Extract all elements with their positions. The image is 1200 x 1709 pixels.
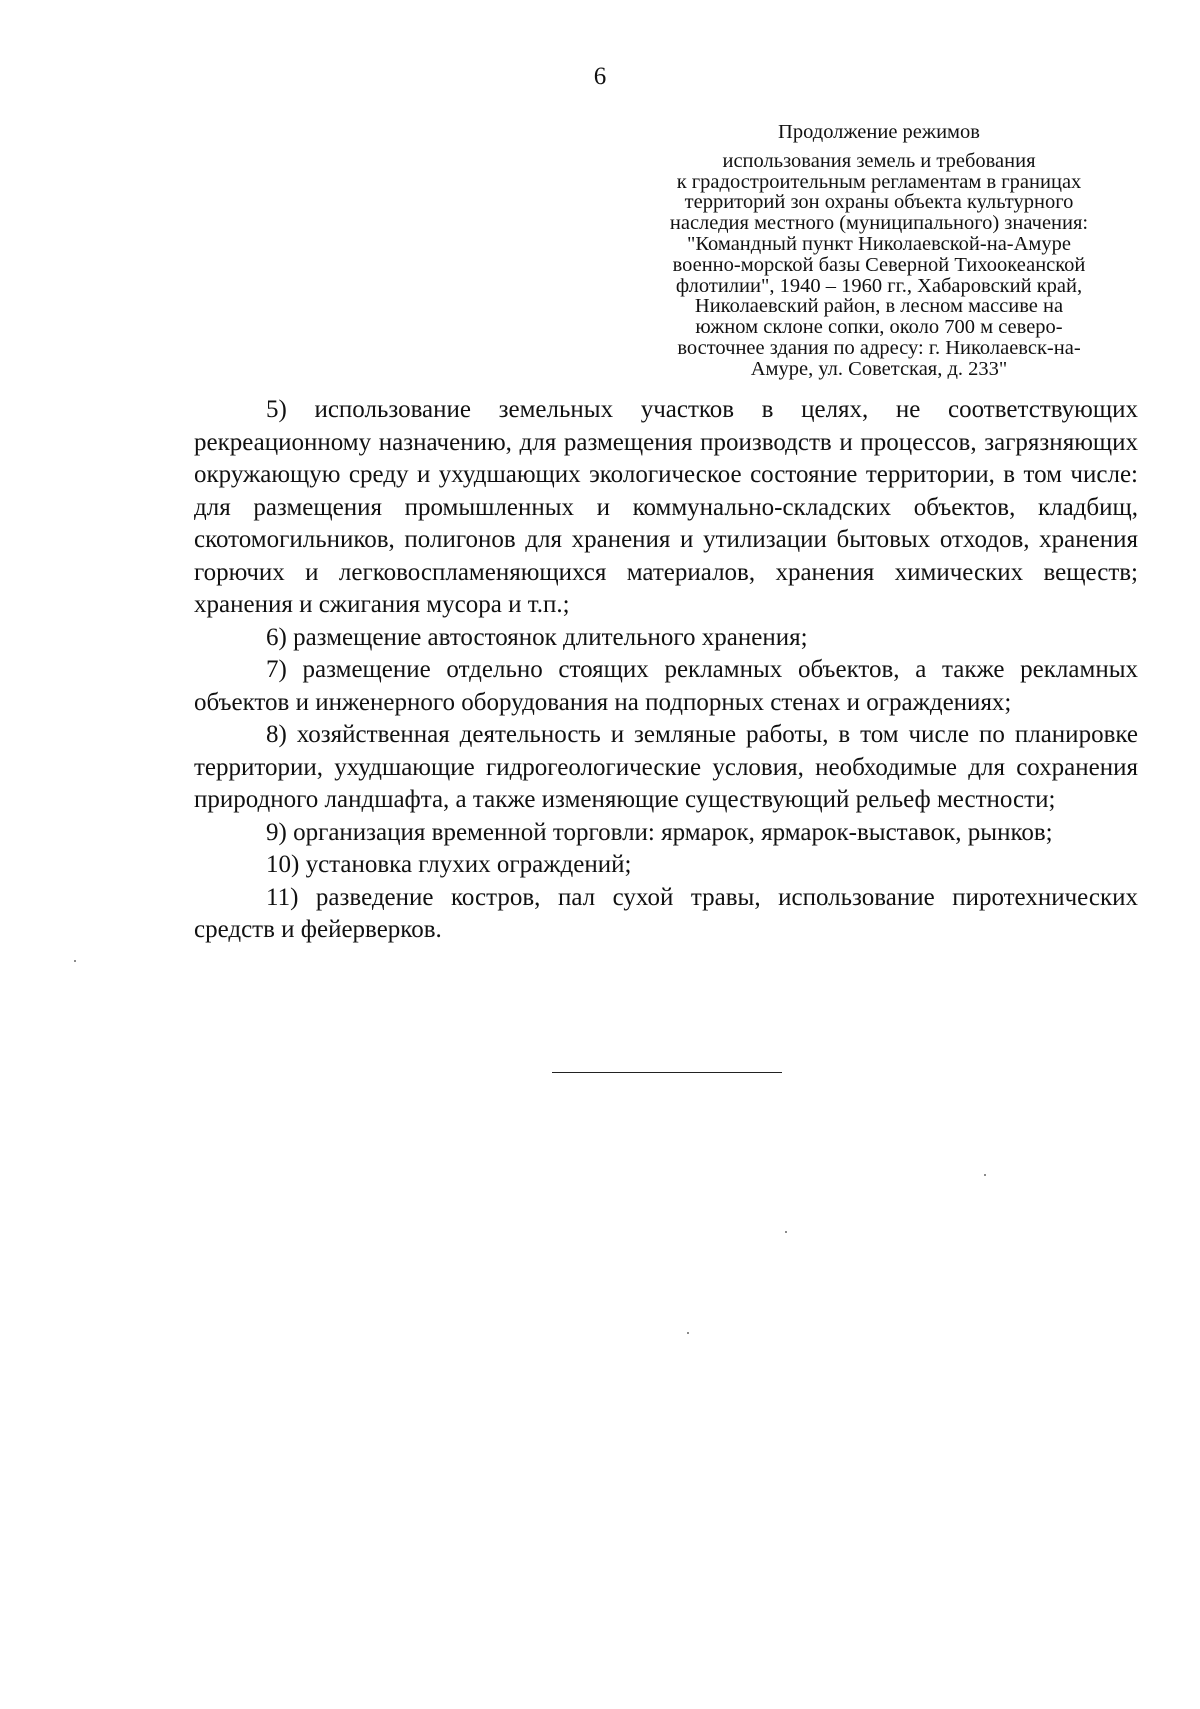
header-line: Продолжение режимов	[778, 121, 980, 143]
header-line: наследия местного (муниципального) значения:	[669, 212, 1089, 235]
header-line: южном склоне сопки, около 700 м северо-	[695, 316, 1063, 339]
scan-speck	[74, 960, 76, 962]
header-line: "Командный пункт Николаевской-на-Амуре	[686, 232, 1071, 255]
list-item: 11) разведение костров, пал сухой травы, использование пиротехнических средств и фейерверков.	[194, 883, 1138, 943]
header-line: военно-морской базы Северной Тихоокеанской	[672, 253, 1086, 276]
header-line: флотилии", 1940 – 1960 гг., Хабаровский край,	[675, 274, 1083, 297]
header-line: использования земель и требования	[722, 149, 1036, 172]
continuation-header	[632, 122, 1126, 380]
scan-speck	[687, 1332, 689, 1334]
header-line: территорий зон охраны объекта культурного	[684, 191, 1074, 214]
header-line: восточнее здания по адресу: г. Николаевск-на-	[677, 336, 1081, 359]
scan-speck	[785, 1231, 787, 1233]
list-item: 8) хозяйственная деятельность и земляные работы, в том числе по планировке территории, ухудшающие гидрогеологические условия, необходимые для сохранения природного ландшафта, а также изменяющие существующий рельеф местности;	[194, 721, 1138, 813]
list-item: 9) организация временной торговли: ярмарок, ярмарок-выставок, рынков;	[266, 818, 1053, 846]
list-item: 7) размещение отдельно стоящих рекламных объектов, а также рекламных объектов и инженерного оборудования на подпорных стенах и ограждениях;	[194, 656, 1138, 716]
header-line: к градостроительным регламентам в границах	[676, 170, 1082, 193]
header-line: Амуре, ул. Советская, д. 233"	[750, 357, 1008, 380]
list-item: 5) использование земельных участков в целях, не соответствующих рекреационному назначению, для размещения производств и процессов, загрязняющих окружающую среду и ухудшающих экологическое состояние территории, в том числе: для размещения промышленных и коммунально-складских объектов, кладбищ, скотомогильников, полигонов для хранения и утилизации бытовых отходов, хранения горючих и легковоспламеняющихся материалов, хранения химических веществ; хранения и сжигания мусора и т.п.;	[194, 396, 1138, 618]
page-number: 6	[593, 63, 607, 90]
restrictions-list	[194, 394, 1138, 947]
list-item: 6) размещение автостоянок длительного хранения;	[266, 623, 808, 651]
list-item: 10) установка глухих ограждений;	[266, 851, 632, 878]
header-line: Николаевский район, в лесном массиве на	[694, 295, 1064, 318]
end-of-document-rule	[552, 1072, 782, 1073]
scan-speck	[984, 1174, 986, 1176]
